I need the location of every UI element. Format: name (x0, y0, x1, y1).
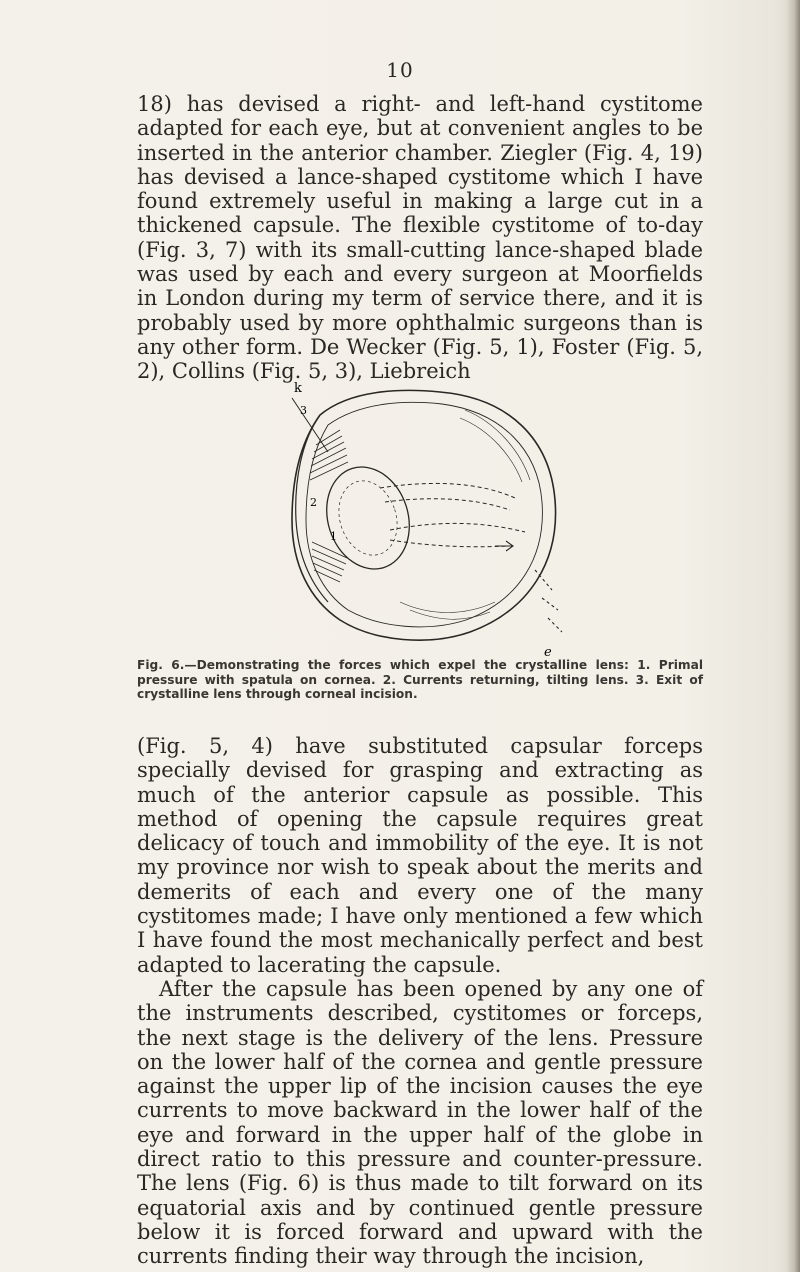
paragraph: 18) has devised a right- and left-hand cystitome adapted for each eye, but at convenient angles to be inserted in the anterior chamber. Ziegler (Fig. 4, 19) has devised a lance-shaped cystitome which I have found extremely useful in making a large cut in a thickened capsule. The flexible cystitome of to-day (Fig. 3, 7) with its small-cutting lance-shaped blade was used by each and every surgeon at Moorfields in London during my term of service there, and it is probably used by more ophthalmic surgeons than is any other form. De Wecker (Fig. 5, 1), Foster (Fig. 5, 2), Collins (Fig. 5, 3), Liebreich (137, 92, 703, 384)
label-1: 1 (330, 530, 337, 543)
spatula-line (292, 398, 328, 452)
current-lines (380, 483, 525, 546)
eye-diagram-figure (280, 370, 620, 660)
body-text-bottom (137, 734, 703, 1269)
label-k: k (294, 381, 302, 396)
figure-caption: Fig. 6.—Demonstrating the forces which expel the crystalline lens: 1. Primal pressure with spatula on cornea. 2. Currents returning, tilting lens. 3. Exit of crystalline lens through corneal incision. (137, 658, 703, 702)
current-arrow (495, 541, 513, 551)
label-e: e (544, 645, 552, 660)
paragraph: (Fig. 5, 4) have substituted capsular forceps specially devised for grasping and extracting as much of the anterior capsule as possible. This method of opening the capsule requires great delicacy of touch and immobility of the eye. It is not my province nor wish to speak about the merits and demerits of each and every one of the many cystitomes made; I have only mentioned a few which I have found the most mechanically perfect and best adapted to lacerating the capsule. (137, 734, 703, 977)
exit-path (535, 570, 562, 632)
crystalline-lens (314, 456, 422, 580)
lens-nucleus (330, 473, 407, 563)
vitreous-shading (400, 410, 530, 619)
page-number: 10 (386, 58, 414, 82)
label-2: 2 (310, 496, 317, 509)
label-3: 3 (300, 404, 307, 417)
body-text-top (137, 92, 703, 384)
paragraph: After the capsule has been opened by any one of the instruments described, cystitomes or forceps, the next stage is the delivery of the lens. Pressure on the lower half of the cornea and gentle pressure against the upper lip of the incision causes the eye currents to move backward in the lower half of the eye and forward in the upper half of the globe in direct ratio to this pressure and counter-pressure. The lens (Fig. 6) is thus made to tilt forward on its equatorial axis and by continued gentle pressure below it is forced forward and upward with the currents finding their way through the incision, (137, 976, 703, 1269)
page-edge-shadow (786, 0, 800, 1272)
globe-outline (292, 390, 556, 640)
